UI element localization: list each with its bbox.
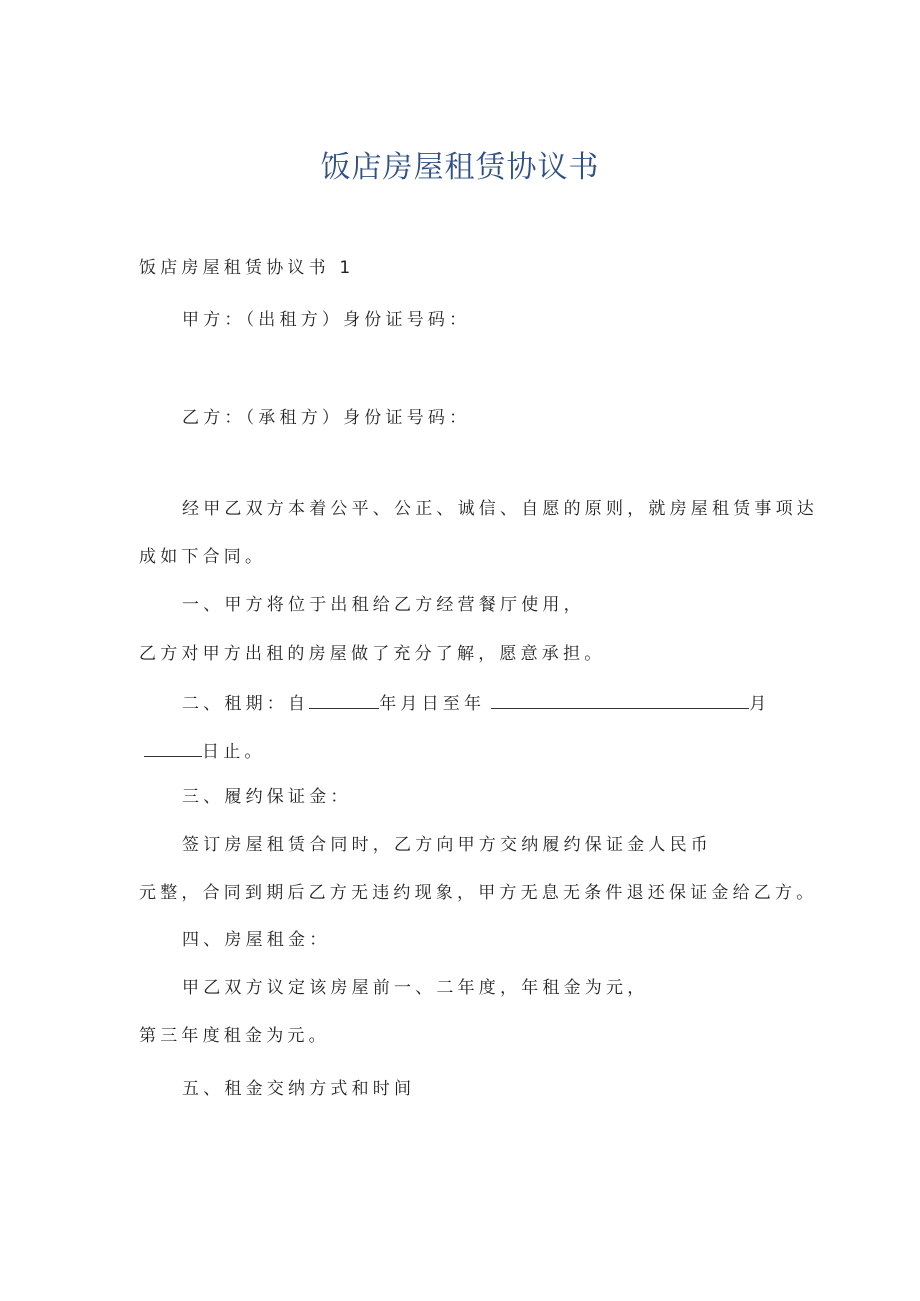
- party-a-line: 甲方：（出租方）身份证号码：: [182, 310, 471, 330]
- clause-1-line-1: 一、甲方将位于出租给乙方经营餐厅使用，: [182, 595, 585, 615]
- document-title: 饭店房屋租赁协议书: [320, 150, 600, 185]
- clause-4-heading: 四、房屋租金：: [182, 930, 331, 950]
- clause-2-suffix: 日止。: [202, 742, 266, 762]
- clause-2-line-2: [144, 738, 266, 763]
- clause-3-line-1: 签订房屋租赁合同时，乙方向甲方交纳履约保证金人民币: [182, 835, 712, 855]
- blank-end-day: [144, 738, 202, 757]
- blank-start-date: [309, 690, 379, 709]
- clause-5-heading: 五、租金交纳方式和时间: [182, 1079, 416, 1099]
- section-heading: 饭店房屋租赁协议书 1: [139, 258, 355, 278]
- clause-2-line-1: [182, 690, 770, 715]
- clause-3-heading: 三、履约保证金：: [182, 787, 352, 807]
- clause-4-line-1: 甲乙双方议定该房屋前一、二年度，年租金为元，: [182, 978, 649, 998]
- clause-2-prefix: 二、租期：自: [182, 694, 310, 714]
- intro-line-2: 成如下合同。: [139, 547, 267, 567]
- clause-1-line-2: 乙方对甲方出租的房屋做了充分了解，愿意承担。: [139, 644, 606, 664]
- party-b-line: 乙方：（承租方）身份证号码：: [182, 408, 471, 428]
- intro-line-1: 经甲乙双方本着公平、公正、诚信、自愿的原则，就房屋租赁事项达: [182, 499, 818, 519]
- clause-2-middle: 年月日至年: [379, 694, 486, 714]
- blank-end-date: [491, 690, 749, 709]
- clause-3-line-2: 元整，合同到期后乙方无违约现象，甲方无息无条件退还保证金给乙方。: [139, 883, 818, 903]
- clause-4-line-2: 第三年度租金为元。: [139, 1026, 330, 1046]
- clause-2-month: 月: [749, 694, 771, 714]
